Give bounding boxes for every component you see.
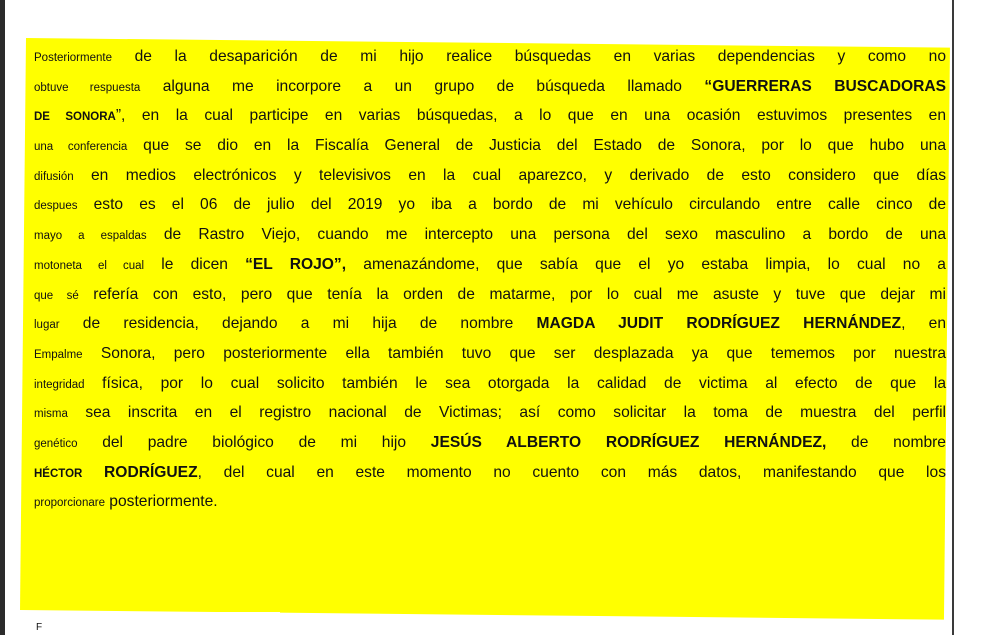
text-line [34, 280, 946, 310]
text-line [34, 161, 946, 191]
line-text: de la desaparición de mi hijo realice búsquedas en varias dependencias y como no [111, 48, 946, 65]
line-tail-text: amenazándome, que sabía que el yo estaba limpia, lo cual no a [346, 255, 946, 273]
line-text: que se dio en la Fiscalía General de Justicia del Estado de Sonora, por lo que hubo una [127, 137, 946, 155]
line-lead-text: DE SONORA [34, 111, 116, 124]
line-bold-text: MAGDA JUDIT RODRÍGUEZ HERNÁNDEZ [536, 315, 902, 333]
line-tail-text: de nombre [826, 433, 946, 451]
line-bold-text: “GUERRERAS BUSCADORAS [704, 77, 947, 95]
line-lead-text: obtuve respuesta [34, 81, 141, 94]
line-lead-text: proporcionare [34, 497, 105, 510]
text-line [34, 131, 946, 161]
line-bold-text: RODRÍGUEZ [82, 463, 198, 481]
text-line [34, 190, 946, 220]
text-line [34, 398, 946, 428]
text-line [34, 487, 946, 517]
text-line [34, 458, 946, 488]
line-bold-text: “EL ROJO”, [245, 255, 347, 273]
document-body [34, 42, 946, 517]
line-lead-text: difusión [34, 170, 74, 183]
line-text: de residencia, dejando a mi hija de nombre [59, 315, 537, 333]
line-lead-text: Empalme [34, 348, 83, 361]
line-lead-text: una conferencia [34, 141, 128, 154]
text-line [34, 250, 946, 280]
text-line [34, 101, 946, 131]
text-line [34, 339, 946, 369]
line-tail-text: , del cual en este momento no cuento con más datos, manifestando que los [197, 463, 946, 481]
text-line [34, 369, 946, 399]
text-line [34, 220, 946, 250]
line-lead-text: motoneta el cual [34, 259, 145, 272]
line-text: posteriormente. [104, 493, 218, 511]
line-lead-text: integridad [34, 378, 85, 391]
line-text: del padre biológico de mi hijo [77, 433, 431, 451]
line-text: Sonora, pero posteriormente ella también tuvo que ser desplazada ya que tememos por nuestra [82, 344, 946, 362]
line-text: refería con esto, pero que tenía la orden de matarme, por lo cual me asuste y tuve que dejar mi [78, 285, 947, 303]
line-lead-text: Posteriormente [34, 52, 112, 64]
line-bold-text: JESÚS ALBERTO RODRÍGUEZ HERNÁNDEZ, [430, 433, 827, 451]
footer-blank [20, 612, 280, 634]
scan-edge-left [0, 0, 5, 635]
line-text: esto es el 06 de julio del 2019 yo iba a bordo de mi vehículo circulando entre calle cinco de [77, 196, 946, 214]
line-lead-text: despues [34, 200, 78, 213]
text-line [34, 428, 946, 458]
line-text: ”, en la cual participe en varias búsquedas, a lo que en una ocasión estuvimos presentes en [115, 107, 946, 125]
line-lead-text: lugar [34, 319, 60, 332]
line-text: en medios electrónicos y televisivos en la cual aparezco, y derivado de esto considero que días [73, 166, 946, 184]
text-line [34, 72, 946, 102]
line-lead-text: HÉCTOR [34, 467, 83, 480]
line-tail-text: , en [901, 315, 946, 333]
footer-mark: F [36, 622, 43, 633]
text-line [34, 42, 946, 72]
text-line [34, 309, 946, 339]
line-lead-text: que sé [34, 289, 79, 302]
line-lead-text: misma [34, 408, 68, 421]
line-text: física, por lo cual solicito también le sea otorgada la calidad de victima al efecto de que la [84, 374, 946, 392]
line-text: de Rastro Viejo, cuando me intercepto una persona del sexo masculino a bordo de una [146, 226, 946, 244]
line-lead-text: genético [34, 437, 78, 450]
line-text: sea inscrita en el registro nacional de Victimas; así como solicitar la toma de muestra del perfil [67, 404, 946, 422]
line-lead-text: mayo a espaldas [34, 230, 147, 243]
scan-edge-right [952, 0, 954, 635]
line-text: alguna me incorpore a un grupo de búsqueda llamado [140, 77, 705, 95]
line-text: le dicen [144, 255, 246, 273]
